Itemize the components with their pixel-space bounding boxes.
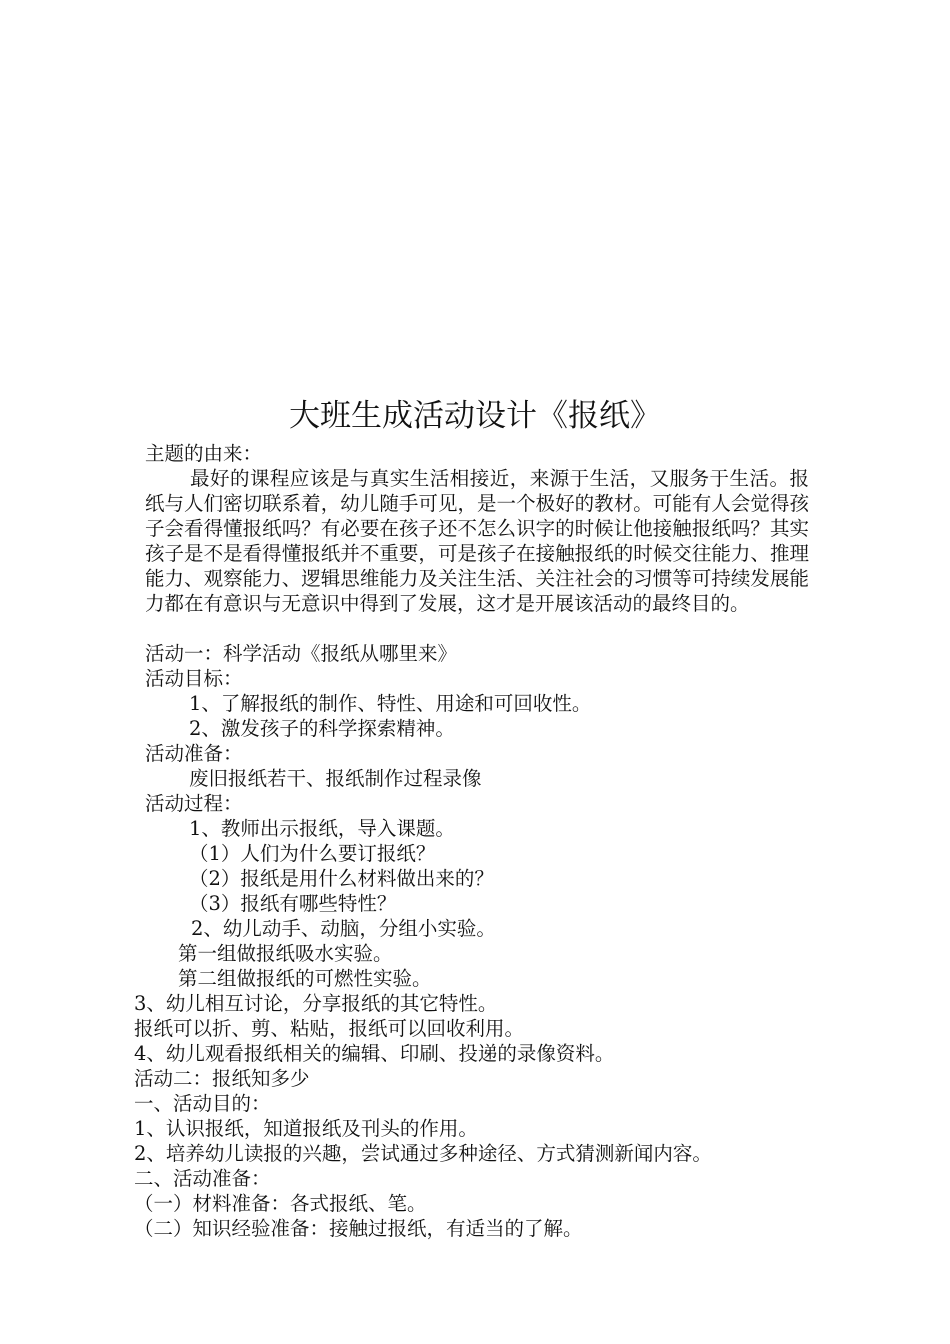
process-step-2: 2、幼儿动手、动脑，分组小实验。 [191, 917, 496, 940]
process-step-4: 4、幼儿观看报纸相关的编辑、印刷、投递的录像资料。 [134, 1042, 615, 1065]
intro-paragraph: 最好的课程应该是与真实生活相接近，来源于生活，又服务于生活。报纸与人们密切联系着，幼儿随手可见，是一个极好的教材。可能有人会觉得孩子会看得懂报纸吗？有必要在孩子还不怎么识字的时候让他接触报纸吗？其实孩子是不是看得懂报纸并不重要，可是孩子在接触报纸的时候交往能力、推理能力、观察能力、逻辑思维能力及关注生活、关注社会的习惯等可持续发展能力都在有意识与无意识中得到了发展，这才是开展该活动的最终目的。 [145, 467, 809, 615]
process-heading: 活动过程： [145, 792, 243, 815]
activity2-goal-heading: 一、活动目的： [134, 1092, 271, 1115]
activity2-goal-1: 1、认识报纸，知道报纸及刊头的作用。 [134, 1117, 478, 1140]
process-step-1: 1、教师出示报纸，导入课题。 [189, 817, 455, 840]
prep-item-1: 废旧报纸若干、报纸制作过程录像 [189, 767, 482, 790]
goal-heading: 活动目标： [145, 667, 243, 690]
activity2-prep-1: （一）材料准备：各式报纸、笔。 [134, 1192, 427, 1215]
activity2-prep-heading: 二、活动准备： [134, 1167, 271, 1190]
goal-item-1: 1、了解报纸的制作、特性、用途和可回收性。 [189, 692, 592, 715]
process-step-3: 3、幼儿相互讨论，分享报纸的其它特性。 [134, 992, 498, 1015]
activity2-heading: 活动二：报纸知多少 [134, 1067, 310, 1090]
activity2-prep-2: （二）知识经验准备：接触过报纸，有适当的了解。 [134, 1217, 583, 1240]
process-question-2: （2）报纸是用什么材料做出来的？ [189, 867, 494, 890]
activity1-heading: 活动一：科学活动《报纸从哪里来》 [145, 642, 458, 665]
process-step-3-note: 报纸可以折、剪、粘贴，报纸可以回收利用。 [134, 1017, 525, 1040]
intro-heading: 主题的由来： [145, 442, 263, 465]
group-item-2: 第二组做报纸的可燃性实验。 [178, 967, 432, 990]
group-item-1: 第一组做报纸吸水实验。 [178, 942, 393, 965]
goal-item-2: 2、激发孩子的科学探索精神。 [189, 717, 455, 740]
activity2-goal-2: 2、培养幼儿读报的兴趣，尝试通过多种途径、方式猜测新闻内容。 [134, 1142, 712, 1165]
process-question-3: （3）报纸有哪些特性？ [189, 892, 397, 915]
document-title: 大班生成活动设计《报纸》 [289, 398, 661, 434]
prep-heading: 活动准备： [145, 742, 243, 765]
process-question-1: （1）人们为什么要订报纸？ [189, 842, 436, 865]
